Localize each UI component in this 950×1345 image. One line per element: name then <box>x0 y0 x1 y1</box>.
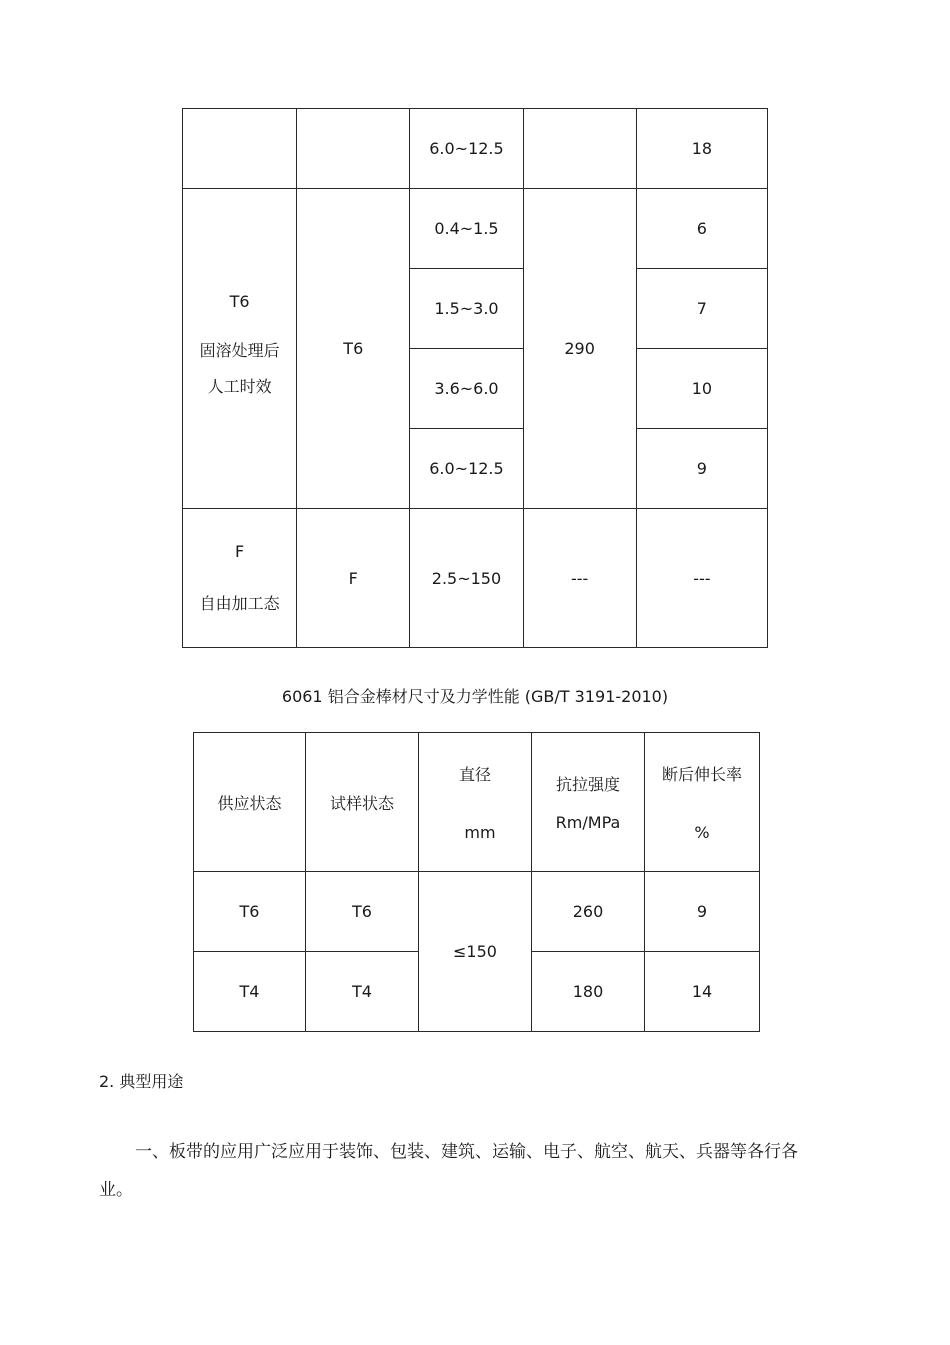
supply-state-cell <box>183 509 297 648</box>
header-elongation-label: 断后伸长率 <box>661 765 742 784</box>
supply-state-desc-line1: 固溶处理后 <box>199 341 280 360</box>
thickness-cell: 0.4~1.5 <box>410 189 523 269</box>
bar-properties-table <box>193 732 760 1032</box>
sample-state-cell <box>297 109 410 189</box>
supply-state-desc-line1: 自由加工态 <box>199 594 280 613</box>
table-row <box>183 509 768 648</box>
thickness-cell: 2.5~150 <box>410 509 523 648</box>
thickness-cell: 3.6~6.0 <box>410 349 523 429</box>
elongation-cell: 10 <box>636 349 767 429</box>
header-tensile-label: 抗拉强度 <box>555 775 620 794</box>
sample-state-cell: T4 <box>306 952 419 1032</box>
header-elongation <box>645 733 760 872</box>
table-header-row <box>194 733 760 872</box>
supply-state-cell: T6 <box>194 872 306 952</box>
elongation-cell: 6 <box>636 189 767 269</box>
header-tensile-strength <box>532 733 645 872</box>
supply-state-desc-line2: 人工时效 <box>207 377 272 396</box>
header-elongation-unit: % <box>694 823 710 842</box>
tensile-strength-cell: 290 <box>523 189 636 509</box>
thickness-cell: 6.0~12.5 <box>410 429 523 509</box>
elongation-cell: 14 <box>645 952 760 1032</box>
table-row <box>183 189 768 269</box>
elongation-cell: 9 <box>636 429 767 509</box>
table-row <box>183 109 768 189</box>
body-paragraph: 一、板带的应用广泛应用于装饰、包装、建筑、运输、电子、航空、航天、兵器等各行各业。 <box>99 1142 798 1200</box>
header-tensile-unit: Rm/MPa <box>555 813 621 832</box>
elongation-cell: 18 <box>636 109 767 189</box>
header-diameter <box>419 733 532 872</box>
supply-state-cell <box>183 189 297 509</box>
header-diameter-label: 直径 <box>458 765 491 784</box>
tensile-strength-cell <box>523 109 636 189</box>
supply-state-code: F <box>234 542 245 561</box>
sample-state-cell: T6 <box>297 189 410 509</box>
thickness-cell: 6.0~12.5 <box>410 109 523 189</box>
header-sample-state: 试样状态 <box>306 733 419 872</box>
tensile-strength-cell: --- <box>523 509 636 648</box>
section-heading: 2. 典型用途 <box>99 1072 184 1091</box>
elongation-cell: --- <box>636 509 767 648</box>
supply-state-code: T6 <box>229 292 250 311</box>
thickness-cell: 1.5~3.0 <box>410 269 523 349</box>
tensile-strength-cell: 260 <box>532 872 645 952</box>
supply-state-cell: T4 <box>194 952 306 1032</box>
diameter-cell: ≤150 <box>419 872 532 1032</box>
table-row <box>194 872 760 952</box>
properties-table-continued <box>182 108 768 648</box>
sample-state-cell: F <box>297 509 410 648</box>
sample-state-cell: T6 <box>306 872 419 952</box>
header-diameter-unit: mm <box>464 823 496 842</box>
header-supply-state: 供应状态 <box>194 733 306 872</box>
supply-state-cell <box>183 109 297 189</box>
elongation-cell: 7 <box>636 269 767 349</box>
elongation-cell: 9 <box>645 872 760 952</box>
tensile-strength-cell: 180 <box>532 952 645 1032</box>
table-caption: 6061 铝合金棒材尺寸及力学性能 (GB/T 3191-2010) <box>281 687 669 706</box>
